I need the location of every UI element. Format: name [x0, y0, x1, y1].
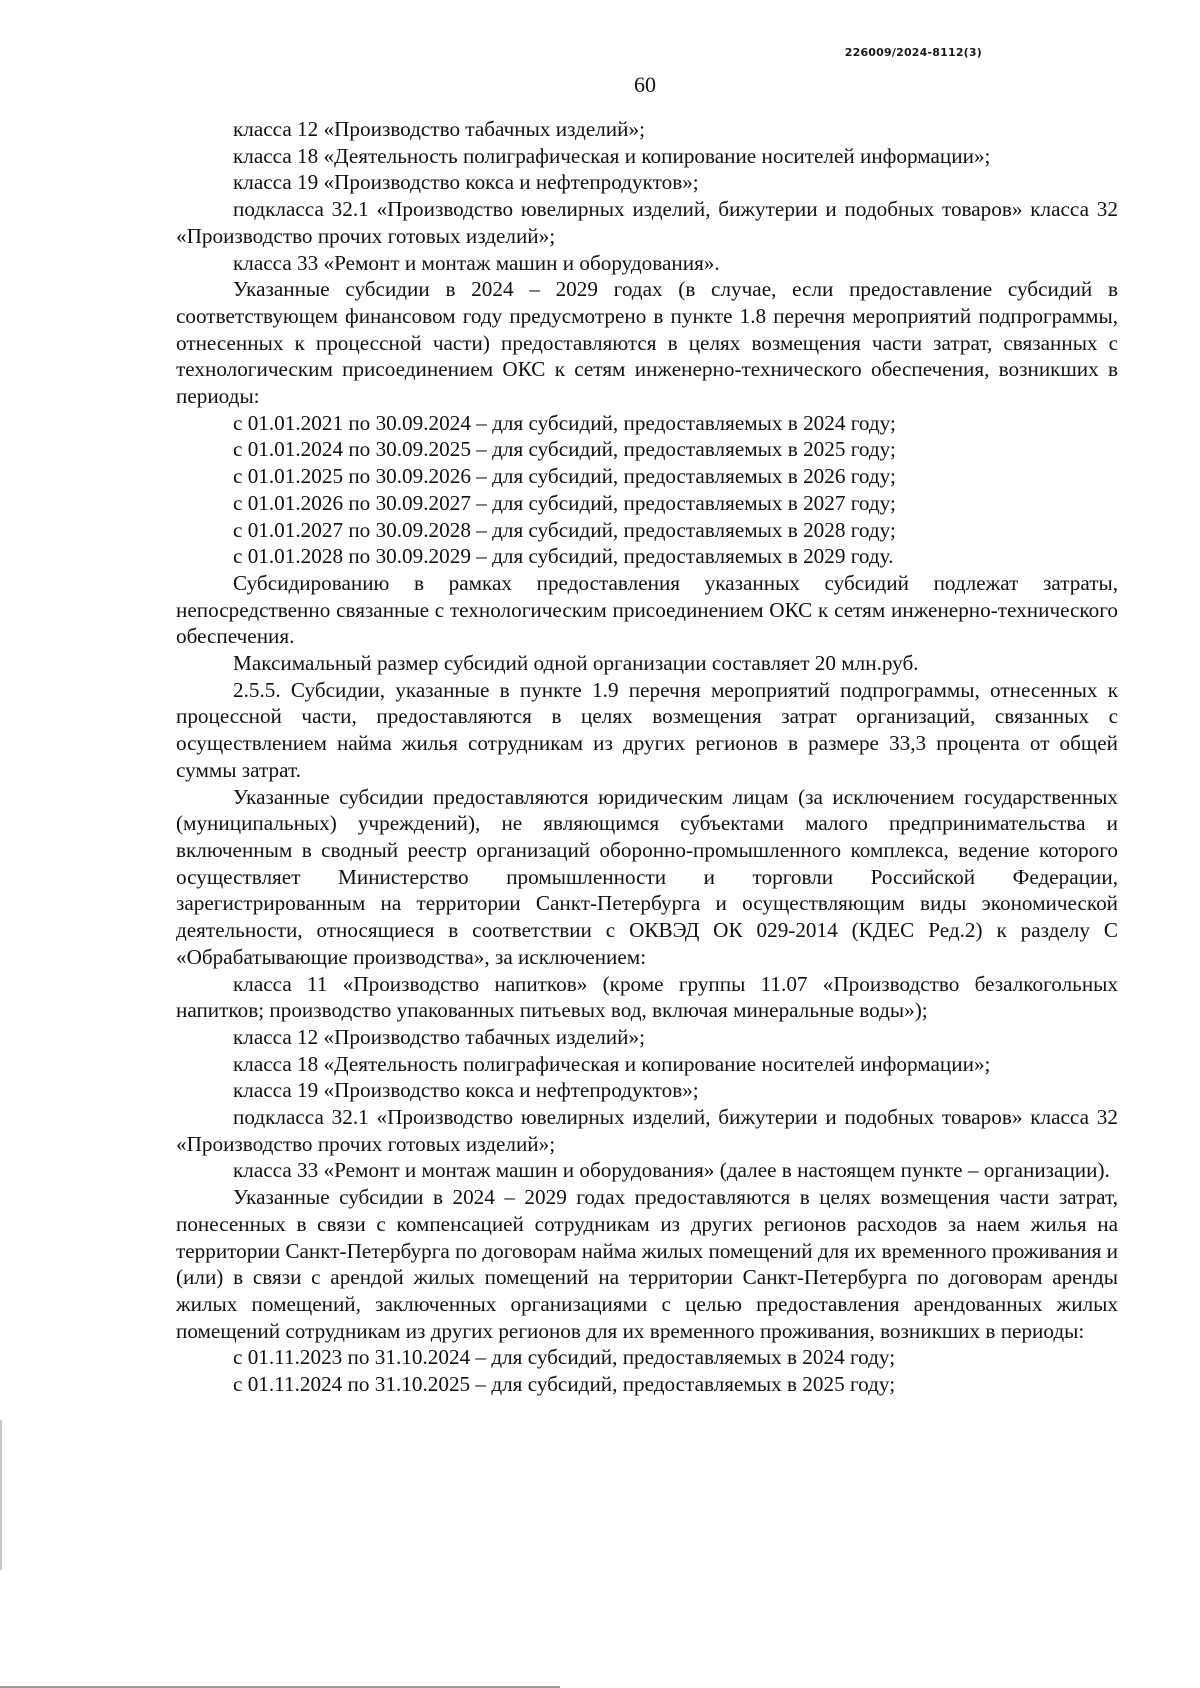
period-item: с 01.01.2024 по 30.09.2025 – для субсидий, предоставляемых в 2025 году;: [233, 437, 896, 462]
paragraph: подкласса 32.1 «Производство ювелирных изделий, бижутерии и подобных товаров» класса 32 «Производство прочих готовых изделий»;: [176, 197, 1118, 248]
paragraph: Указанные субсидии предоставляются юридическим лицам (за исключением государственных (муниципальных) учреждений), не являющимся субъектами малого предпринимательства и включенным в сводный реестр организаций оборонно-промышленного комплекса, ведение которого осуществляет Министерство промышленности и торговли Российской Федерации, зарегистрированным на территории Санкт-Петербурга и осуществляющим виды экономической деятельности, относящиеся в соответствии с ОКВЭД ОК 029-2014 (КДЕС Ред.2) к разделу С «Обрабатывающие производства», за исключением:: [176, 784, 1118, 969]
section-paragraph: 2.5.5. Субсидии, указанные в пункте 1.9 перечня мероприятий подпрограммы, отнесенных к процессной части, предоставляются в целях возмещения затрат организаций, связанных с осуществлением найма жилья сотрудникам из других регионов в размере 33,3 процента от общей суммы затрат.: [176, 677, 1118, 782]
period-item: с 01.01.2026 по 30.09.2027 – для субсидий, предоставляемых в 2027 году;: [233, 490, 896, 515]
paragraph: Максимальный размер субсидий одной организации составляет 20 млн.руб.: [233, 651, 919, 676]
period-item: с 01.01.2028 по 30.09.2029 – для субсидий, предоставляемых в 2029 году.: [233, 544, 894, 569]
paragraph: класса 12 «Производство табачных изделий»;: [233, 117, 645, 141]
scan-left-edge: [0, 1420, 2, 1570]
document-registration-code: 226009/2024-8112(3): [844, 46, 982, 59]
paragraph: Указанные субсидии в 2024 – 2029 годах (в случае, если предоставление субсидий в соответствующем финансовом году предусмотрено в пункте 1.8 перечня мероприятий подпрограммы, отнесенных к процессной части) предоставляются в целях возмещения части затрат, связанных с технологическим присоединением ОКС к сетям инженерно-технического обеспечения, возникших в периоды:: [176, 277, 1118, 409]
page-number: 60: [634, 72, 656, 97]
paragraph: класса 18 «Деятельность полиграфическая и копирование носителей информации»;: [233, 1051, 991, 1076]
paragraph: Субсидированию в рамках предоставления указанных субсидий подлежат затраты, непосредственно связанные с технологическим присоединением ОКС к сетям инженерно-технического обеспечения.: [176, 570, 1118, 649]
paragraph: класса 12 «Производство табачных изделий»;: [233, 1024, 645, 1049]
paragraph: класса 18 «Деятельность полиграфическая и копирование носителей информации»;: [233, 143, 991, 168]
period-item: с 01.01.2021 по 30.09.2024 – для субсидий, предоставляемых в 2024 году;: [233, 410, 896, 435]
paragraph: класса 19 «Производство кокса и нефтепродуктов»;: [233, 170, 699, 195]
paragraph: класса 19 «Производство кокса и нефтепродуктов»;: [233, 1078, 699, 1103]
paragraph: класса 11 «Производство напитков» (кроме группы 11.07 «Производство безалкогольных напитков; производство упакованных питьевых вод, включая минеральные воды»);: [176, 971, 1118, 1023]
period-item: с 01.01.2025 по 30.09.2026 – для субсидий, предоставляемых в 2026 году;: [233, 464, 896, 489]
period-item: с 01.11.2023 по 31.10.2024 – для субсидий, предоставляемых в 2024 году;: [233, 1345, 896, 1370]
paragraph: класса 33 «Ремонт и монтаж машин и оборудования» (далее в настоящем пункте – организации).: [233, 1158, 1110, 1183]
paragraph: Указанные субсидии в 2024 – 2029 годах предоставляются в целях возмещения части затрат, понесенных в связи с компенсацией сотрудникам из других регионов расходов за наем жилья на территории Санкт-Петербурга по договорам найма жилых помещений для их временного проживания и (или) в связи с арендой жилых помещений на территории Санкт-Петербурга по договорам аренды жилых помещений, заключенных организациями с целью предоставления арендованных жилых помещений сотрудникам из других регионов для их временного проживания, возникших в периоды:: [176, 1185, 1118, 1343]
paragraph: подкласса 32.1 «Производство ювелирных изделий, бижутерии и подобных товаров» класса 32 «Производство прочих готовых изделий»;: [176, 1105, 1118, 1156]
period-item: с 01.01.2027 по 30.09.2028 – для субсидий, предоставляемых в 2028 году;: [233, 517, 896, 542]
period-item: с 01.11.2024 по 31.10.2025 – для субсидий, предоставляемых в 2025 году;: [233, 1372, 896, 1397]
document-body: [176, 116, 1118, 1398]
paragraph: класса 33 «Ремонт и монтаж машин и оборудования».: [233, 250, 720, 275]
